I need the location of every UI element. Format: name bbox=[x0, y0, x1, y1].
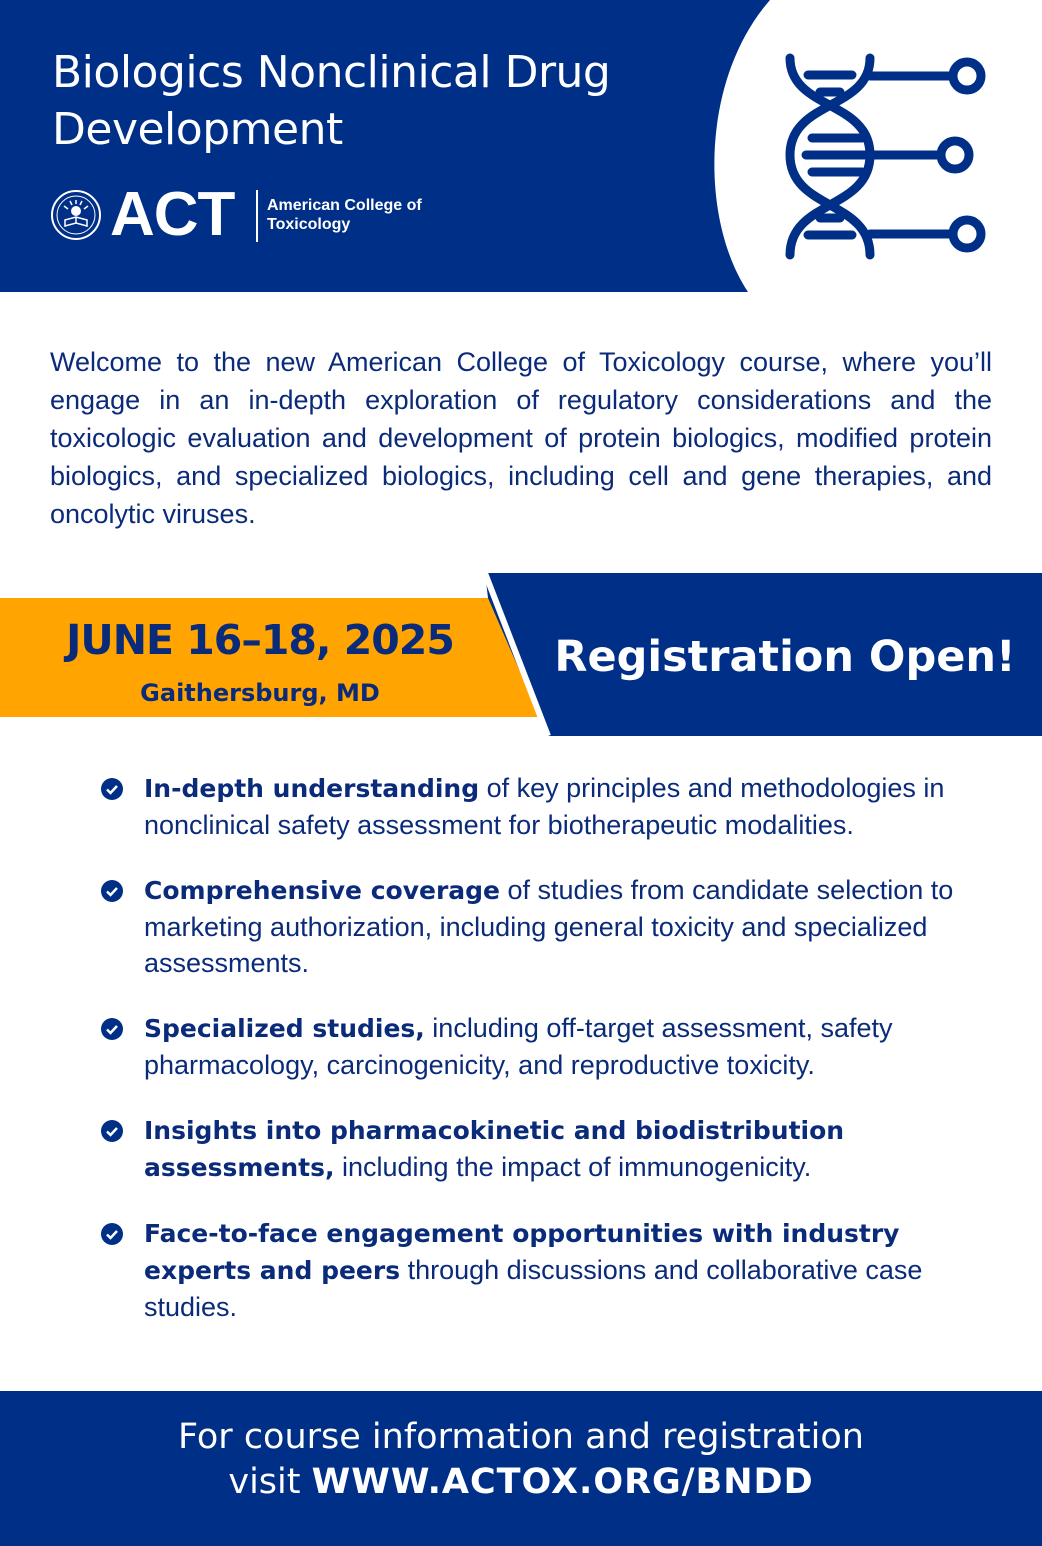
benefit-bold: Insights into pharmacokinetic and biodistribution assessments, bbox=[144, 1116, 845, 1182]
act-seal-icon bbox=[50, 184, 102, 246]
logo-divider bbox=[256, 190, 258, 242]
benefit-bold: Specialized studies, bbox=[144, 1014, 425, 1043]
list-item bbox=[100, 872, 980, 981]
benefit-text: of studies from candidate selection to marketing authorization, including general toxicity and specialized assessments. bbox=[144, 875, 954, 978]
benefit-text: of key principles and methodologies in nonclinical safety assessment for biotherapeutic modalities. bbox=[144, 773, 945, 840]
footer-banner bbox=[0, 1391, 1042, 1546]
page-title: Biologics Nonclinical Drug Development bbox=[52, 47, 611, 155]
list-item bbox=[100, 1215, 980, 1325]
benefit-bold: Face-to-face engagement opportunities with industry experts and peers bbox=[144, 1219, 900, 1285]
check-circle-icon bbox=[100, 777, 124, 801]
check-circle-icon bbox=[100, 879, 124, 903]
check-circle-icon bbox=[100, 1119, 124, 1143]
course-url-link[interactable]: WWW.ACTOX.ORG/BNDD bbox=[311, 1462, 814, 1502]
benefit-bold: Comprehensive coverage bbox=[144, 876, 501, 905]
footer-text: For course information and registration bbox=[178, 1417, 864, 1457]
benefit-bold: In-depth understanding bbox=[144, 774, 480, 803]
event-banner bbox=[0, 573, 1042, 738]
footer-visit-line bbox=[0, 1459, 1042, 1505]
list-item bbox=[100, 1112, 980, 1186]
benefit-text: including off-target assessment, safety pharmacology, carcinogenicity, and reproductive toxicity. bbox=[144, 1013, 893, 1080]
logo-wordmark: ACT bbox=[110, 180, 235, 249]
logo-org-name: American College of Toxicology bbox=[267, 197, 422, 233]
benefit-text: through discussions and collaborative case studies. bbox=[144, 1255, 923, 1322]
intro-paragraph: Welcome to the new American College of Toxicology course, where you’ll engage in an in-depth exploration of regulatory considerations and the toxicologic evaluation and development of protein biologics, modified protein biologics, and specialized biologics, including cell and gene therapies, and oncolytic viruses. bbox=[50, 347, 992, 529]
dna-circuit-icon bbox=[770, 50, 1000, 265]
list-item bbox=[100, 1010, 980, 1083]
check-circle-icon bbox=[100, 1222, 124, 1246]
event-date: JUNE 16–18, 2025 bbox=[66, 616, 454, 664]
act-logo bbox=[50, 180, 450, 249]
footer-visit-label: visit bbox=[228, 1462, 301, 1502]
benefit-text: including the impact of immunogenicity. bbox=[334, 1152, 812, 1182]
event-location: Gaithersburg, MD bbox=[140, 679, 380, 707]
check-circle-icon bbox=[100, 1017, 124, 1041]
header-banner bbox=[0, 0, 1042, 292]
registration-status: Registration Open! bbox=[554, 632, 1016, 682]
list-item bbox=[100, 770, 980, 843]
benefits-list bbox=[100, 770, 980, 1354]
